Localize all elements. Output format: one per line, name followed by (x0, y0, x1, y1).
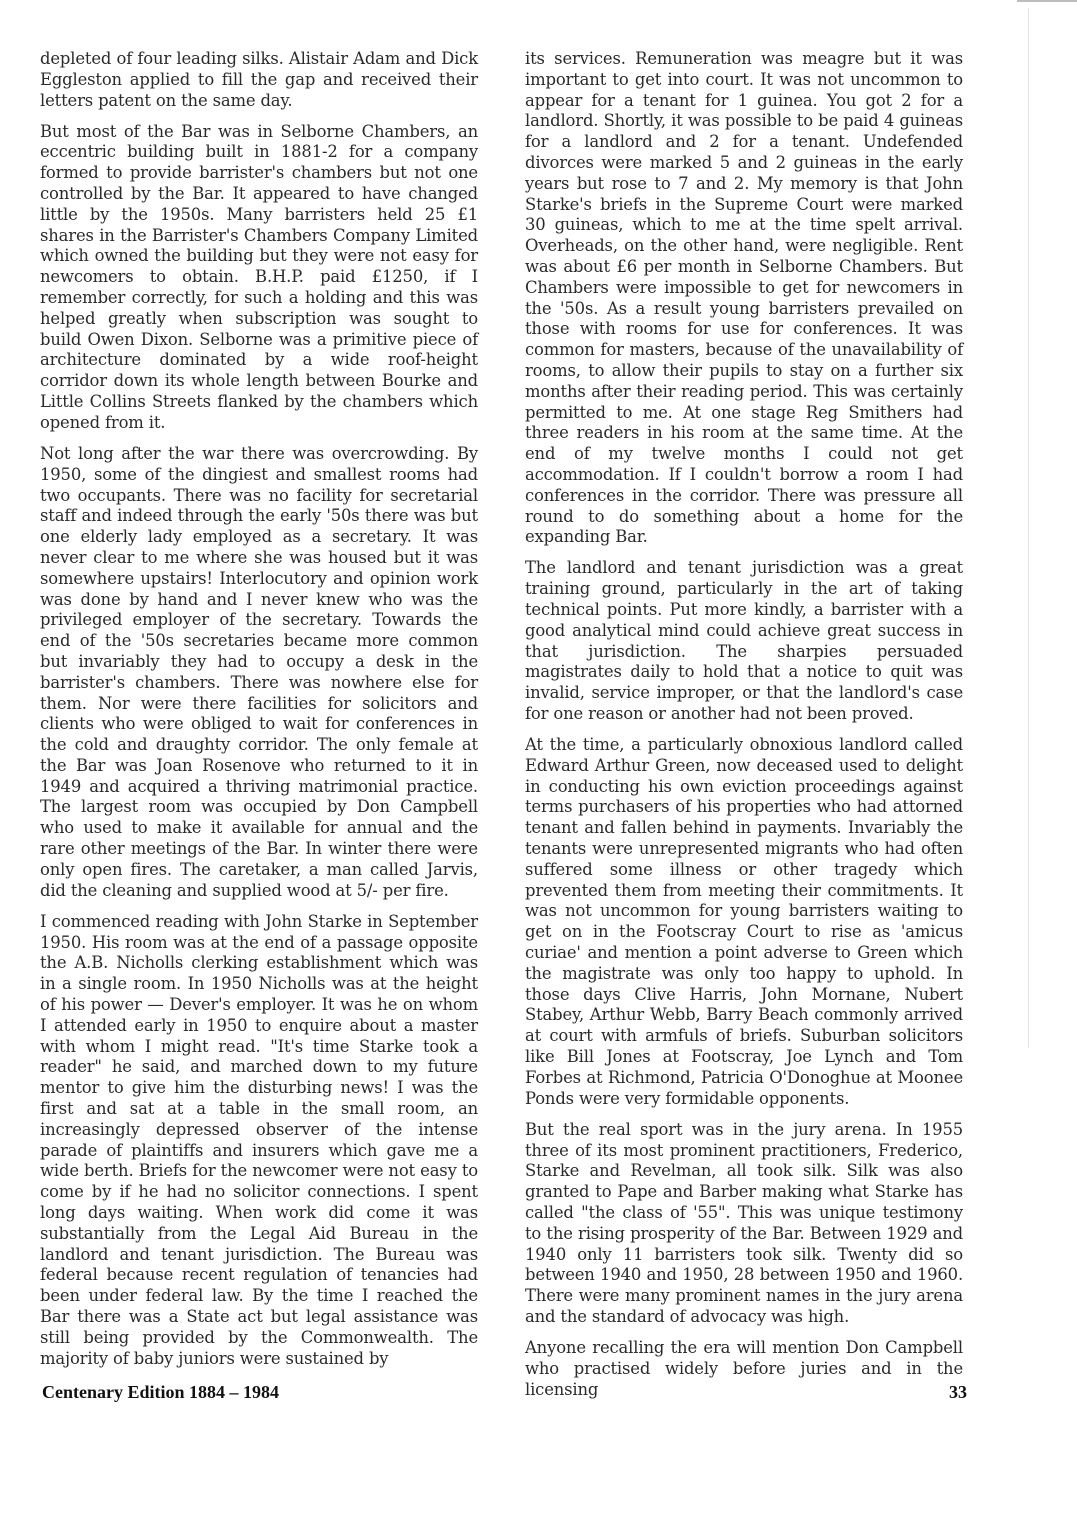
paragraph: But most of the Bar was in Selborne Chambers, an eccentric building built in 1881-2 for a company formed to provide barrister's chambers but not one controlled by the Bar. It appeared to have changed little by the 1950s. Many barristers held 25 £1 shares in the Barrister's Chambers Company Limited which owned the building but they were not easy for newcomers to obtain. B.H.P. paid £1250, if I remember correctly, for such a holding and this was helped greatly when subscription was sought to build Owen Dixon. Selborne was a primitive piece of architecture dominated by a wide roof-height corridor down its whole length between Bourke and Little Collins Streets flanked by the chambers which opened from it. (40, 121, 478, 432)
paragraph: But the real sport was in the jury arena. In 1955 three of its most prominent practitioners, Frederico, Starke and Revelman, all took silk. Silk was also granted to Pape and Barber making what Starke has called "the class of '55". This was unique testimony to the rising prosperity of the Bar. Between 1929 and 1940 only 11 barristers took silk. Twenty did so between 1940 and 1950, 28 between 1950 and 1960. There were many prominent names in the jury arena and the standard of advocacy was high. (525, 1119, 963, 1326)
page-edge-line (1028, 8, 1029, 1048)
paragraph: The landlord and tenant jurisdiction was a great training ground, particularly in the art of taking technical points. Put more kindly, a barrister with a good analytical mind could achieve great success in that jurisdiction. The sharpies persuaded magistrates daily to hold that a notice to quit was invalid, service improper, or that the landlord's case for one reason or another had not been proved. (525, 558, 963, 723)
page-edge-mark (1017, 0, 1077, 16)
left-column (40, 49, 478, 1380)
paragraph: Not long after the war there was overcrowding. By 1950, some of the dingiest and smallest rooms had two occupants. There was no facility for secretarial staff and indeed through the early '50s there was but one elderly lady employed as a secretary. It was never clear to me where she was housed but it was somewhere upstairs! Interlocutory and opinion work was done by hand and I never knew who was the privileged employer of the secretary. Towards the end of the '50s secretaries became more common but invariably they had to occupy a desk in the barrister's chambers. There was nowhere else for them. Nor were there facilities for solicitors and clients who were obliged to wait for conferences in the cold and draughty corridor. The only female at the Bar was Joan Rosenove who returned to it in 1949 and acquired a thriving matrimonial practice. The largest room was occupied by Don Campbell who used to make it available for annual and the rare other meetings of the Bar. In winter there were only open fires. The caretaker, a man called Jarvis, did the cleaning and supplied wood at 5/- per fire. (40, 443, 478, 900)
footer-edition: Centenary Edition 1884 – 1984 (42, 1382, 280, 1402)
right-column (525, 49, 963, 1411)
paragraph: I commenced reading with John Starke in September 1950. His room was at the end of a passage opposite the A.B. Nicholls clerking establishment which was in a single room. In 1950 Nicholls was at the height of his power — Dever's employer. It was he on whom I attended early in 1950 to enquire about a master with whom I might read. "It's time Starke took a reader" he said, and marched down to my future mentor to give him the disturbing news! I was the first and sat at a table in the small room, an increasingly depressed observer of the intense parade of plaintiffs and insurers which gave me a wide berth. Briefs for the newcomer were not easy to come by if he had no solicitor connections. I spent long days waiting. When work did come it was substantially from the Legal Aid Bureau in the landlord and tenant jurisdiction. The Bureau was federal because recent regulation of tenancies had been under federal law. By the time I reached the Bar there was a State act but legal assistance was still being provided by the Commonwealth. The majority of baby juniors were sustained by (40, 911, 478, 1368)
paragraph: its services. Remuneration was meagre but it was important to get into court. It was not uncommon to appear for a tenant for 1 guinea. You got 2 for a landlord. Shortly, it was possible to be paid 4 guineas for a landlord and 2 for a tenant. Undefended divorces were marked 5 and 2 guineas in the early years but rose to 7 and 2. My memory is that John Starke's briefs in the Supreme Court were marked 30 guineas, which to me at the time spelt arrival. Overheads, on the other hand, were negligible. Rent was about £6 per month in Selborne Chambers. But Chambers were impossible to get for newcomers in the '50s. As a result young barristers prevailed on those with rooms for use for conferences. It was common for masters, because of the unavailability of rooms, to allow their pupils to stay on a further six months after their reading period. This was certainly permitted to me. At one stage Reg Smithers had three readers in his room at the same time. At the end of my twelve months I could not get accommodation. If I couldn't borrow a room I had conferences in the corridor. There was pressure all round to do something about a home for the expanding Bar. (525, 49, 963, 547)
paragraph: depleted of four leading silks. Alistair Adam and Dick Eggleston applied to fill the gap and received their letters patent on the same day. (40, 49, 478, 110)
page-number: 33 (949, 1382, 967, 1402)
paragraph: At the time, a particularly obnoxious landlord called Edward Arthur Green, now deceased used to delight in conducting his own eviction proceedings against terms purchasers of his properties who had attorned tenant and fallen behind in payments. Invariably the tenants were unrepresented migrants who had often suffered some illness or other tragedy which prevented them from meeting their commitments. It was not uncommon for young barristers waiting to get on in the Footscray Court to rise as 'amicus curiae' and mention a point adverse to Green which the magistrate was only too happy to uphold. In those days Clive Harris, John Mornane, Nubert Stabey, Arthur Webb, Barry Beach commonly arrived at court with armfuls of briefs. Suburban solicitors like Bill Jones at Footscray, Joe Lynch and Tom Forbes at Richmond, Patricia O'Donoghue at Moonee Ponds were very formidable opponents. (525, 735, 963, 1108)
paragraph: Anyone recalling the era will mention Don Campbell who practised widely before juries and in the licensing (525, 1338, 963, 1399)
